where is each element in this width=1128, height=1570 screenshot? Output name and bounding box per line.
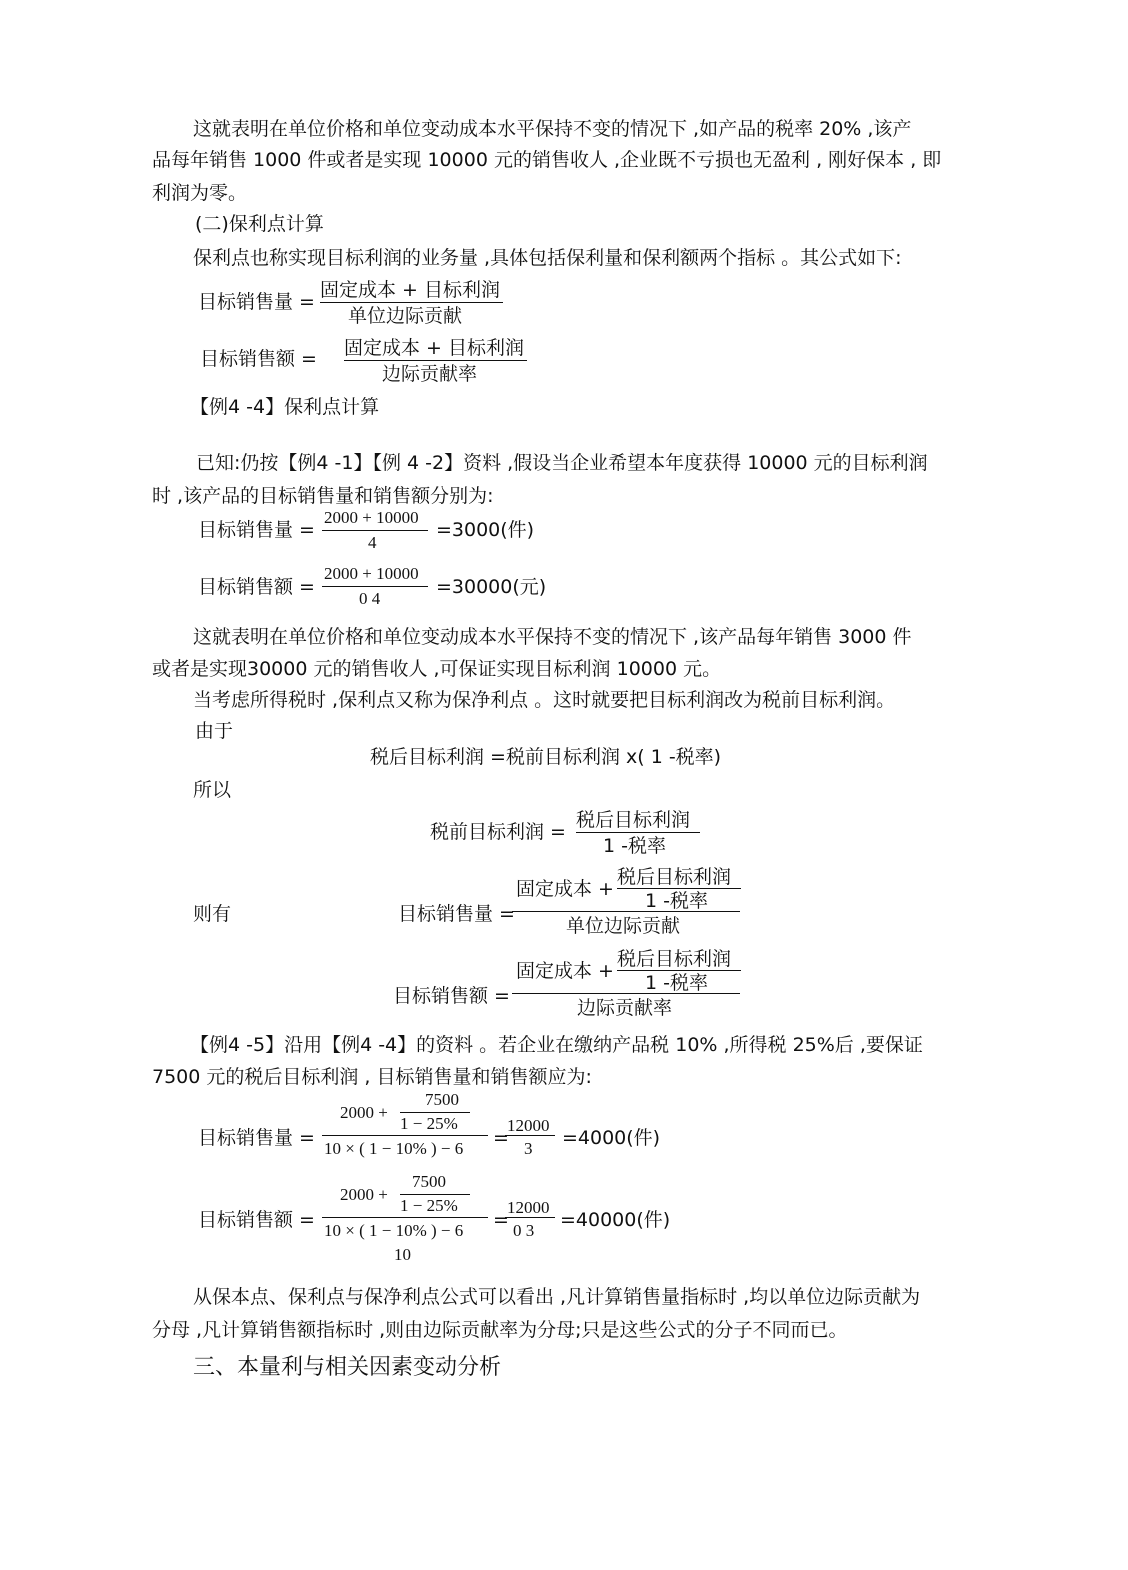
formula-8-label: 目标销售量 = — [198, 1127, 315, 1149]
text-youyu: 由于 — [195, 720, 234, 742]
formula-6-numerator-prefix: 固定成本 + — [516, 878, 614, 900]
formula-6-denominator: 单位边际贡献 — [566, 915, 681, 937]
formula-5-fraction-bar — [576, 832, 700, 833]
paragraph-7-line-1: 从保本点、保利点与保净利点公式可以看出 ,凡计算销售量指标时 ,均以单位边际贡献为 — [193, 1286, 921, 1308]
formula-7-label: 目标销售额 = — [393, 985, 510, 1007]
paragraph-2: 保利点也称实现目标利润的业务量 ,具体包括保利量和保利额两个指标 。其公式如下: — [193, 247, 902, 269]
formula-1-denominator: 单位边际贡献 — [348, 305, 463, 327]
formula-6-inner-numerator: 税后目标利润 — [617, 866, 732, 888]
formula-7-numerator-prefix: 固定成本 + — [516, 960, 614, 982]
formula-9-denominator-2: 0 3 — [513, 1221, 535, 1240]
formula-3-result: =3000(件) — [436, 519, 535, 541]
formula-2-label: 目标销售额 = — [200, 348, 317, 370]
formula-4-numerator: 2000 + 10000 — [324, 564, 419, 583]
formula-8-inner-numerator: 7500 — [425, 1090, 459, 1109]
formula-9-result: =40000(件) — [560, 1209, 671, 1231]
formula-9-label: 目标销售额 = — [198, 1209, 315, 1231]
formula-7-inner-denominator: 1 -税率 — [645, 972, 708, 994]
paragraph-4-line-2: 或者是实现30000 元的销售收人 ,可保证实现目标利润 10000 元。 — [152, 658, 722, 680]
formula-8-fraction-bar-2 — [505, 1135, 555, 1136]
paragraph-4-line-1: 这就表明在单位价格和单位变动成本水平保持不变的情况下 ,该产品每年销售 3000 件 — [193, 626, 912, 648]
formula-4-result: =30000(元) — [436, 576, 547, 598]
formula-9-inner-denominator: 1 − 25% — [400, 1196, 458, 1215]
text-suoyi: 所以 — [193, 779, 232, 801]
formula-9-fraction-bar-2 — [505, 1217, 555, 1218]
formula-8-result: =4000(件) — [562, 1127, 661, 1149]
formula-8-numerator-2: 12000 — [507, 1116, 550, 1135]
formula-9-numerator-prefix: 2000 + — [340, 1185, 388, 1204]
section-3-title: 三、本量利与相关因素变动分析 — [193, 1355, 502, 1380]
paragraph-6-line-2: 7500 元的税后目标利润 , 目标销售量和销售额应为: — [152, 1066, 592, 1088]
formula-7-inner-numerator: 税后目标利润 — [617, 948, 732, 970]
formula-5-label: 税前目标利润 = — [430, 821, 566, 843]
paragraph-6-line-1: 【例4 -5】沿用【例4 -4】的资料 。若企业在缴纳产品税 10% ,所得税 25%后 ,要保证 — [190, 1034, 923, 1056]
formula-9-equals: = — [493, 1209, 509, 1231]
formula-9-numerator-2: 12000 — [507, 1198, 550, 1217]
formula-8-main-fraction-bar — [322, 1135, 488, 1136]
formula-2-denominator: 边际贡献率 — [382, 363, 478, 385]
paragraph-7-line-2: 分母 ,凡计算销售额指标时 ,则由边际贡献率为分母;只是这些公式的分子不同而已。 — [152, 1319, 848, 1341]
formula-9-denominator: 10 × ( 1 − 10% ) − 6 — [324, 1221, 464, 1240]
formula-9-denominator-sub: 10 — [394, 1245, 411, 1264]
formula-2-numerator: 固定成本 + 目标利润 — [344, 337, 524, 359]
paragraph-3-line-1: 已知:仍按【例4 -1】【例 4 -2】资料 ,假设当企业希望本年度获得 10000 元的目标利润 — [196, 452, 928, 474]
formula-6-main-fraction-bar — [512, 911, 740, 912]
formula-3-denominator: 4 — [368, 533, 377, 552]
paragraph-1-line-1: 这就表明在单位价格和单位变动成本水平保持不变的情况下 ,如产品的税率 20% ,该产 — [193, 118, 912, 140]
formula-3-label: 目标销售量 = — [198, 519, 315, 541]
formula-6-label: 目标销售量 = — [398, 903, 515, 925]
formula-8-inner-denominator: 1 − 25% — [400, 1114, 458, 1133]
formula-1-numerator: 固定成本 + 目标利润 — [320, 279, 500, 301]
paragraph-3-line-2: 时 ,该产品的目标销售量和销售额分别为: — [152, 485, 494, 507]
formula-7-denominator: 边际贡献率 — [577, 997, 673, 1019]
formula-4-denominator: 0 4 — [359, 589, 381, 608]
paragraph-1-line-3: 利润为零。 — [152, 182, 248, 204]
equation-after-tax-profit: 税后目标利润 =税前目标利润 x( 1 -税率) — [370, 746, 722, 768]
example-4-4-title: 【例4 -4】保利点计算 — [190, 396, 380, 418]
paragraph-1-line-2: 品每年销售 1000 件或者是实现 10000 元的销售收人 ,企业既不亏损也无盈利 , 刚好保本 , 即 — [152, 149, 942, 171]
formula-1-fraction-bar — [320, 302, 503, 303]
formula-8-numerator-prefix: 2000 + — [340, 1103, 388, 1122]
formula-4-label: 目标销售额 = — [198, 576, 315, 598]
formula-8-equals: = — [493, 1127, 509, 1149]
formula-1-label: 目标销售量 = — [198, 291, 315, 313]
formula-9-inner-numerator: 7500 — [412, 1172, 446, 1191]
formula-7-main-fraction-bar — [512, 993, 740, 994]
formula-8-denominator: 10 × ( 1 − 10% ) − 6 — [324, 1139, 464, 1158]
formula-2-fraction-bar — [344, 360, 527, 361]
formula-5-numerator: 税后目标利润 — [576, 809, 691, 831]
formula-5-denominator: 1 -税率 — [603, 835, 666, 857]
formula-8-denominator-2: 3 — [524, 1139, 533, 1158]
section-2-title: (二)保利点计算 — [195, 213, 324, 235]
text-zeyou: 则有 — [193, 903, 232, 925]
formula-6-inner-denominator: 1 -税率 — [645, 890, 708, 912]
paragraph-5: 当考虑所得税时 ,保利点又称为保净利点 。这时就要把目标利润改为税前目标利润。 — [193, 689, 896, 711]
formula-9-main-fraction-bar — [322, 1217, 488, 1218]
formula-3-numerator: 2000 + 10000 — [324, 508, 419, 527]
